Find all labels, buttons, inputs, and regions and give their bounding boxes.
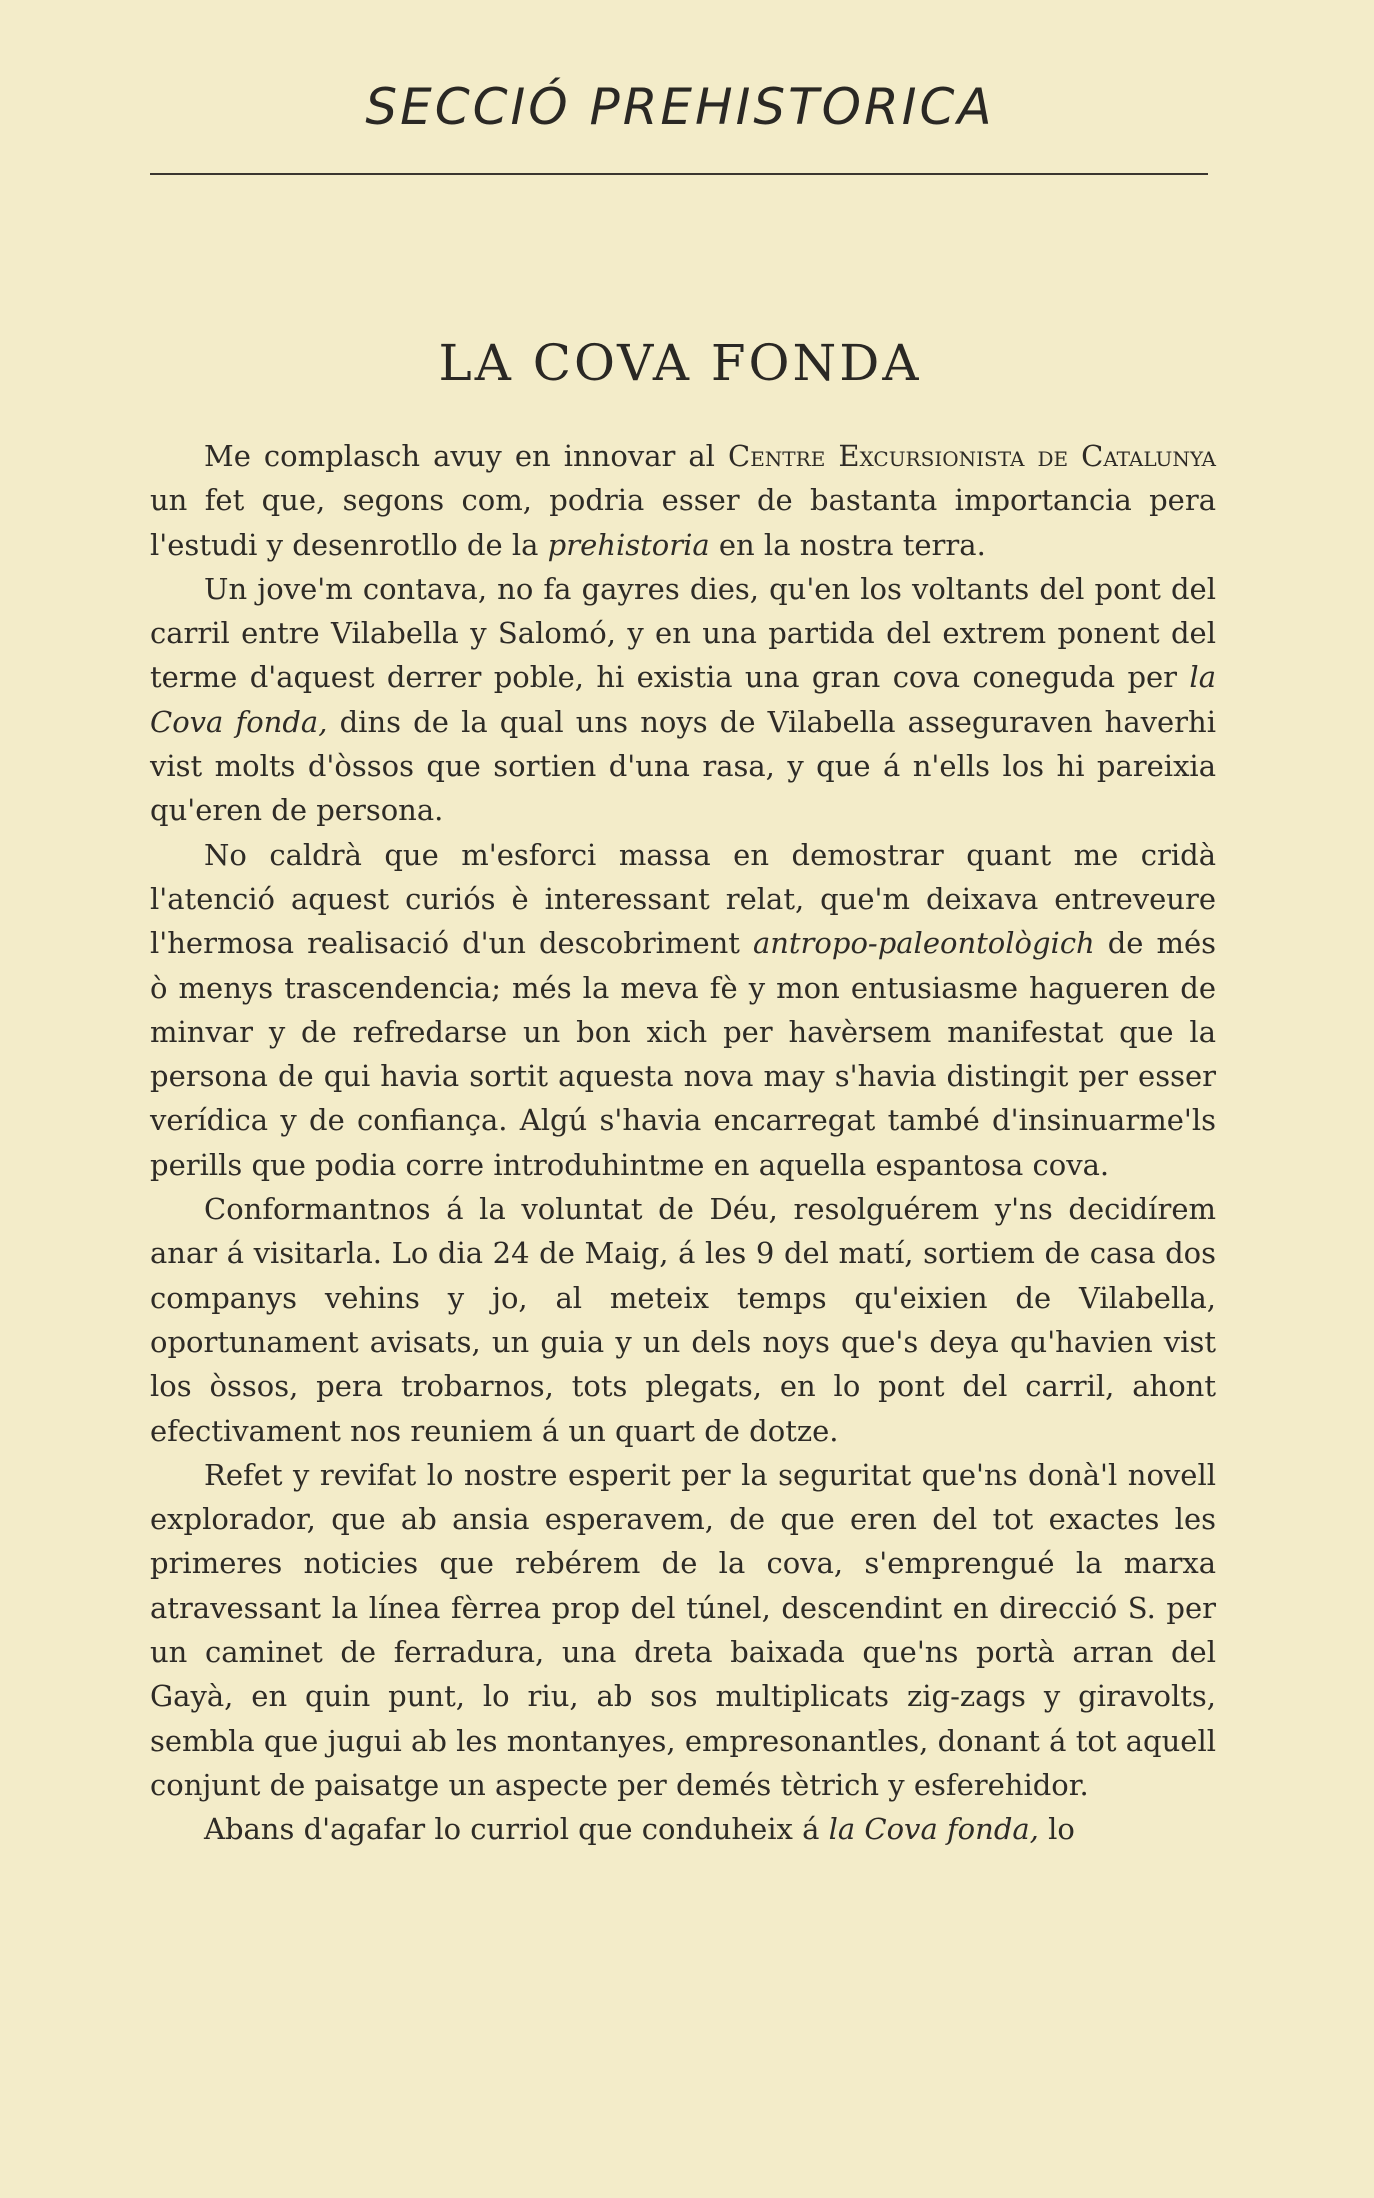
paragraph-3: No caldrà que m'esforci massa en demostrar quant me cridà l'atenció aquest curiós è interessant relat, que'm deixava entreveure l'hermosa realisació d'un descobriment antropo-paleontològich de més ò menys trascendencia; més la meva fè y mon entusiasme hagueren de minvar y de refredarse un bon xich per havèrsem manifestat que la persona de qui havia sortit aquesta nova may s'havia distingit per esser verídica y de confiança. Algú s'havia encarregat també d'insinuarme'ls perills que podia corre introduhintme en aquella espantosa cova.	[150, 837, 1216, 1182]
paragraph-6: Abans d'agafar lo curriol que conduheix á la Cova fonda, lo	[204, 1812, 1075, 1847]
section-title: SECCIÓ PREHISTORICA	[365, 78, 995, 136]
organization-name: Centre Excursionista de Catalunya	[728, 439, 1216, 473]
emphasis-cova-fonda: la Cova fonda,	[150, 660, 1216, 739]
header-rule	[150, 173, 1208, 175]
article-title: LA COVA FONDA	[438, 334, 922, 392]
emphasis-antropo: antropo-paleontològich	[752, 926, 1095, 961]
article-body	[150, 434, 1216, 1852]
emphasis-cova-fonda-2: la Cova fonda,	[828, 1812, 1039, 1847]
paragraph-1: Me complasch avuy en innovar al Centre Excursionista de Catalunya un fet que, segons com, podria esser de bastanta importancia pera l'estudi y desenrotllo de la prehistoria en la nostra terra.	[150, 439, 1216, 562]
paragraph-4: Conformantnos á la voluntat de Déu, resolguérem y'ns decidírem anar á visitarla. Lo dia 24 de Maig, á les 9 del matí, sortiem de casa dos companys vehins y jo, al meteix temps qu'eixien de Vilabella, oportunament avisats, un guia y un dels noys que's deya qu'havien vist los òssos, pera trobarnos, tots plegats, en lo pont del carril, ahont efectivament nos reuniem á un quart de dotze.	[150, 1192, 1216, 1448]
emphasis-prehistoria: prehistoria	[547, 527, 710, 562]
paragraph-5: Refet y revifat lo nostre esperit per la seguritat que'ns donà'l novell explorador, que ab ansia esperavem, de que eren del tot exactes les primeres noticies que rebérem de la cova, s'emprengué la marxa atravessant la línea fèrrea prop del túnel, descendint en direcció S. per un caminet de ferradura, una dreta baixada que'ns portà arran del Gayà, en quin punt, lo riu, ab sos multiplicats zig-zags y giravolts, sembla que jugui ab les montanyes, empresonantles, donant á tot aquell conjunt de paisatge un aspecte per demés tètrich y esferehidor.	[150, 1457, 1216, 1802]
paragraph-2: Un jove'm contava, no fa gayres dies, qu'en los voltants del pont del carril entre Vilabella y Salomó, y en una partida del extrem ponent del terme d'aquest derrer poble, hi existia una gran cova coneguda per la Cova fonda, dins de la qual uns noys de Vilabella asseguraven haverhi vist molts d'òssos que sortien d'una rasa, y que á n'ells los hi pareixia qu'eren de persona.	[150, 571, 1216, 828]
